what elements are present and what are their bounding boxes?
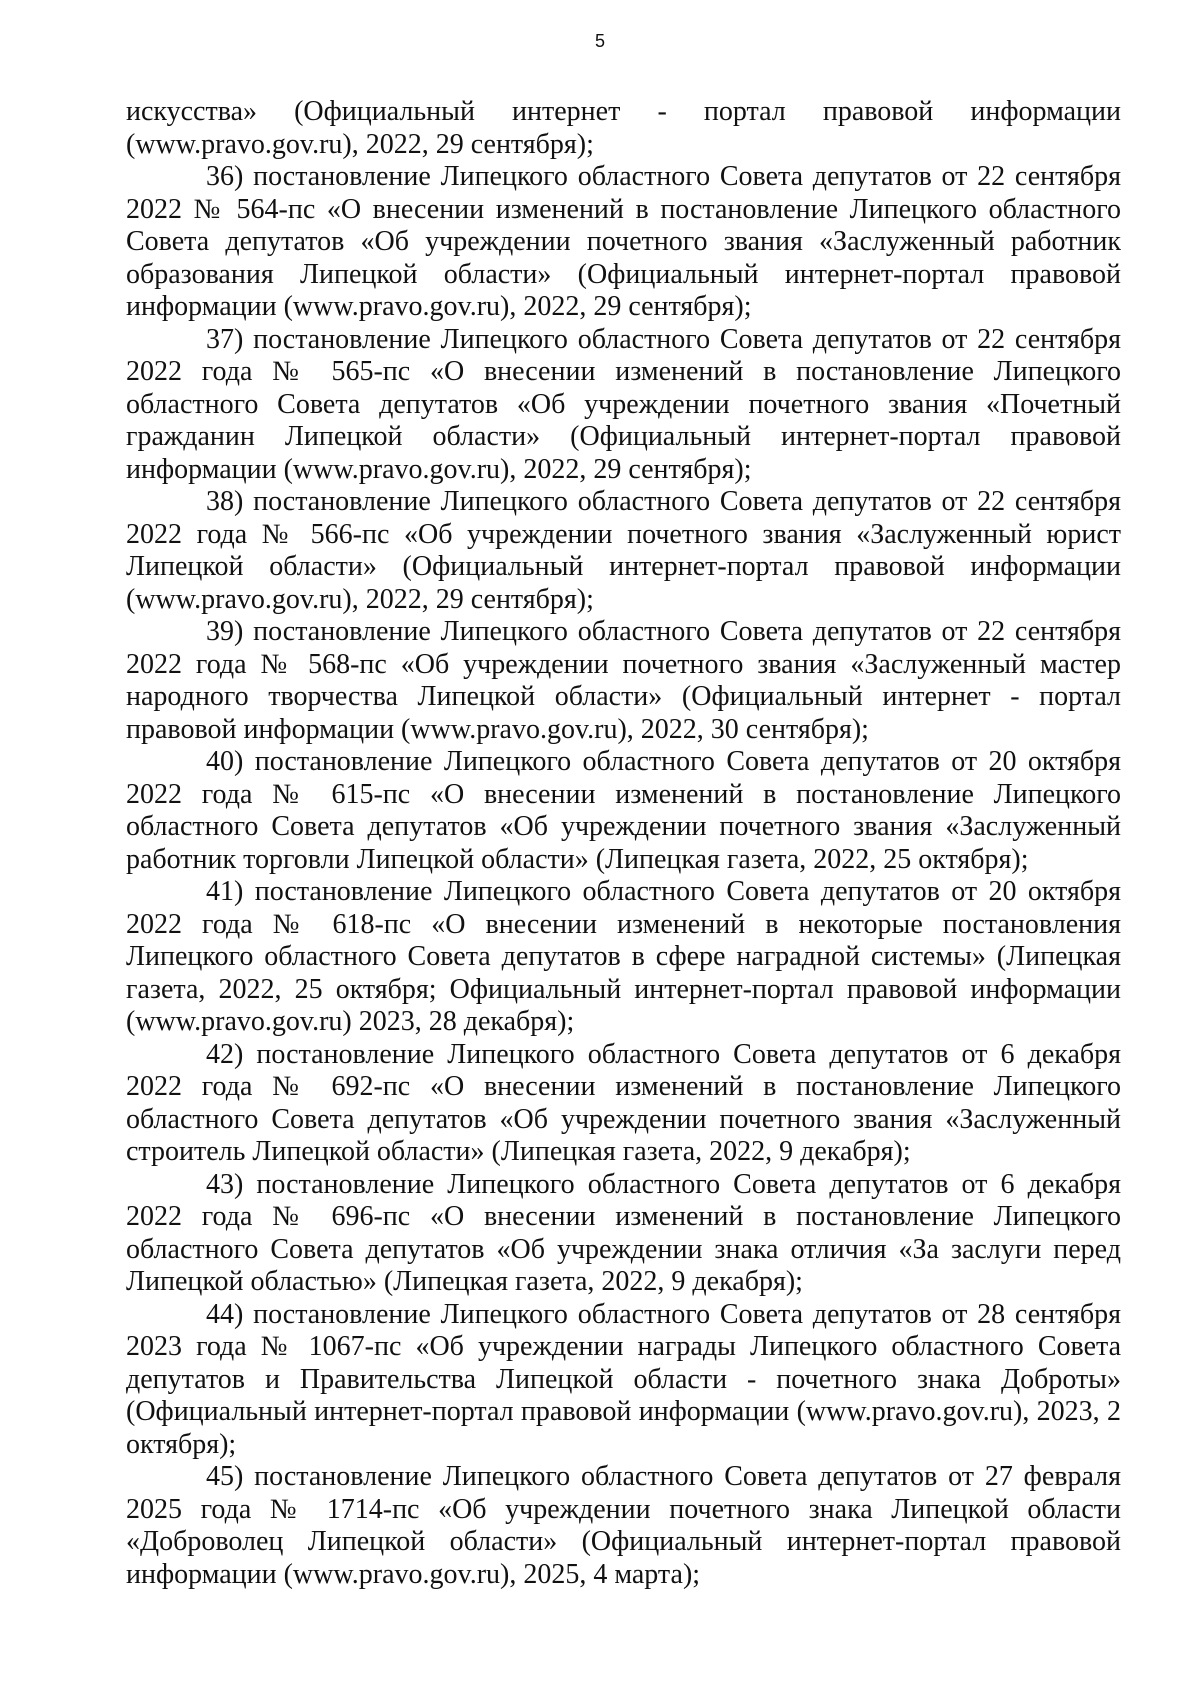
continuation-paragraph: искусства» (Официальный интернет - портал правовой информации (www.pravo.gov.ru), 2022, 29 сентября); xyxy=(126,96,1121,160)
page-number: 5 xyxy=(594,31,605,51)
list-item: 39) постановление Липецкого областного Совета депутатов от 22 сентября 2022 года № 568-пс «Об учреждении почетного звания «Заслуженный мастер народного творчества Липецкой области» (Официальный интернет - портал правовой информации (www.pravo.gov.ru), 2022, 30 сентября); xyxy=(126,616,1121,745)
list-item: 38) постановление Липецкого областного Совета депутатов от 22 сентября 2022 года № 566-пс «Об учреждении почетного звания «Заслуженный юрист Липецкой области» (Официальный интернет-портал правовой информации (www.pravo.gov.ru), 2022, 29 сентября); xyxy=(126,486,1121,615)
list-item: 36) постановление Липецкого областного Совета депутатов от 22 сентября 2022 № 564-пс «О внесении изменений в постановление Липецкого областного Совета депутатов «Об учреждении почетного звания «Заслуженный работник образования Липецкой области» (Официальный интернет-портал правовой информации (www.pravo.gov.ru), 2022, 29 сентября); xyxy=(126,161,1121,322)
list-item: 43) постановление Липецкого областного Совета депутатов от 6 декабря 2022 года № 696-пс «О внесении изменений в постановление Липецкого областного Совета депутатов «Об учреждении знака отличия «За заслуги перед Липецкой областью» (Липецкая газета, 2022, 9 декабря); xyxy=(126,1168,1121,1297)
list-item: 45) постановление Липецкого областного Совета депутатов от 27 февраля 2025 года № 1714-пс «Об учреждении почетного знака Липецкой области «Доброволец Липецкой области» (Официальный интернет-портал правовой информации (www.pravo.gov.ru), 2025, 4 марта); xyxy=(126,1461,1121,1590)
list-item: 37) постановление Липецкого областного Совета депутатов от 22 сентября 2022 года № 565-пс «О внесении изменений в постановление Липецкого областного Совета депутатов «Об учреждении почетного звания «Почетный гражданин Липецкой области» (Официальный интернет-портал правовой информации (www.pravo.gov.ru), 2022, 29 сентября); xyxy=(126,323,1121,485)
document-body xyxy=(126,96,1121,1591)
list-item: 42) постановление Липецкого областного Совета депутатов от 6 декабря 2022 года № 692-пс «О внесении изменений в постановление Липецкого областного Совета депутатов «Об учреждении почетного звания «Заслуженный строитель Липецкой области» (Липецкая газета, 2022, 9 декабря); xyxy=(126,1038,1121,1167)
list-item: 40) постановление Липецкого областного Совета депутатов от 20 октября 2022 года № 615-пс «О внесении изменений в постановление Липецкого областного Совета депутатов «Об учреждении почетного звания «Заслуженный работник торговли Липецкой области» (Липецкая газета, 2022, 25 октября); xyxy=(126,746,1121,875)
list-item: 44) постановление Липецкого областного Совета депутатов от 28 сентября 2023 года № 1067-пс «Об учреждении награды Липецкого областного Совета депутатов и Правительства Липецкой области - почетного знака Доброты» (Официальный интернет-портал правовой информации (www.pravo.gov.ru), 2023, 2 октября); xyxy=(126,1298,1121,1460)
list-item: 41) постановление Липецкого областного Совета депутатов от 20 октября 2022 года № 618-пс «О внесении изменений в некоторые постановления Липецкого областного Совета депутатов в сфере наградной системы» (Липецкая газета, 2022, 25 октября; Официальный интернет-портал правовой информации (www.pravo.gov.ru) 2023, 28 декабря); xyxy=(126,876,1121,1037)
